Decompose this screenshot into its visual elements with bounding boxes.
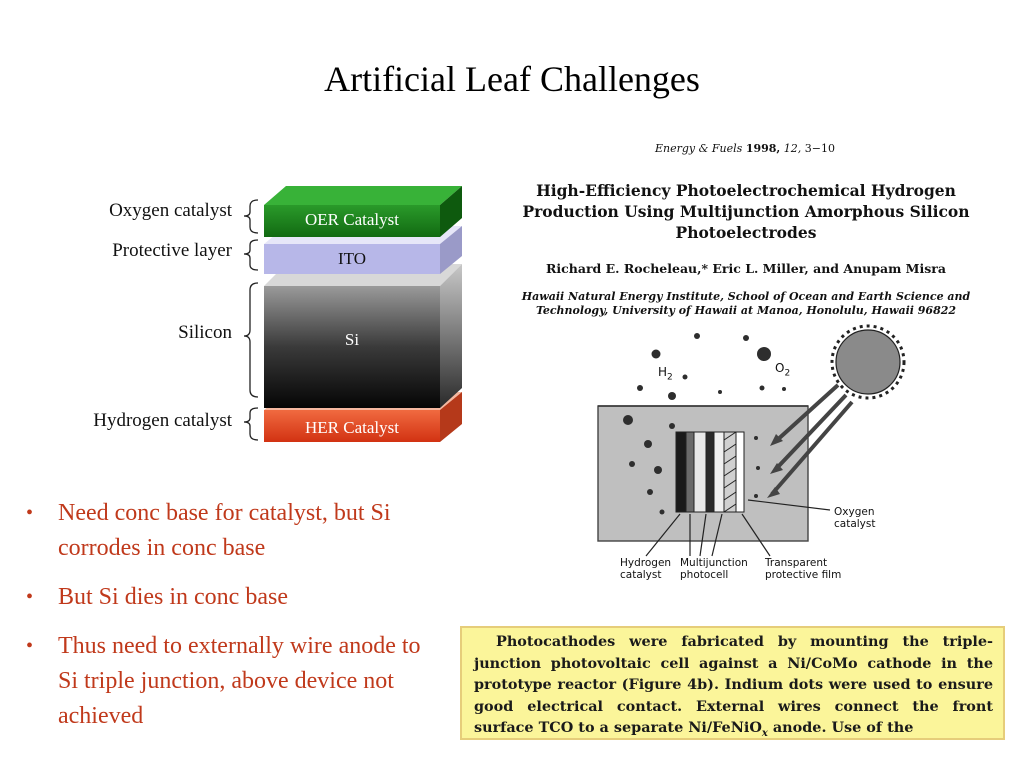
label-silicon: Silicon: [178, 322, 232, 343]
h2-label: $H_2$: [658, 365, 673, 383]
label-hydrogen-catalyst: Hydrogen catalyst: [93, 410, 232, 431]
photocell: [676, 432, 744, 512]
bullet-item: • Need conc base for catalyst, but Si corrodes in conc base: [26, 496, 446, 566]
bullet-item: • Thus need to externally wire anode to Si triple junction, above device not achieved: [26, 629, 446, 734]
si-layer-label: Si: [344, 330, 360, 349]
paper-title: High-Efficiency Photoelectrochemical Hydrogen Production Using Multijunction Amorphous Silicon Photoelectrodes: [522, 181, 970, 242]
highlighted-excerpt: Photocathodes were fabricated by mounting the triple-junction photovoltaic cell against a Ni/CoMo cathode in the prototype reactor (Figure 4b). Indium dots were used to ensure good electrical contact. External wires connect the front surface TCO to a separate Ni/FeNiO$_x$ anode. Use of the: [460, 626, 1005, 740]
citation-pages: 3−10: [804, 142, 835, 155]
bullet-dot-icon: •: [26, 502, 34, 524]
bullet-dot-icon: •: [26, 635, 34, 657]
bullet-item: • But Si dies in conc base: [26, 580, 446, 615]
multijunction-callout: Multijunction photocell: [680, 557, 748, 581]
her-layer-label: HER Catalyst: [305, 418, 399, 437]
bullet-dot-icon: •: [26, 586, 34, 608]
paper-affiliation: Hawaii Natural Energy Institute, School of Ocean and Earth Science and Technology, University of Hawaii at Manoa, Honolulu, Hawaii 96822: [521, 290, 971, 317]
citation-year: 1998,: [745, 142, 781, 155]
citation-volume: 12,: [783, 142, 802, 155]
label-protective-layer: Protective layer: [112, 240, 232, 261]
hydrogen-catalyst-callout: Hydrogen catalyst: [620, 557, 672, 581]
slide-title: Artificial Leaf Challenges: [324, 59, 700, 99]
transparent-film-callout: Transparent protective film: [765, 557, 842, 581]
ito-layer-label: ITO: [337, 249, 366, 268]
paper-authors: Richard E. Rocheleau,* Eric L. Miller, and Anupam Misra: [546, 261, 946, 276]
oxygen-catalyst-callout: Oxygen catalyst: [834, 506, 876, 530]
citation-journal: Energy & Fuels: [655, 142, 743, 155]
o2-label: $O_2$: [775, 361, 791, 379]
label-oxygen-catalyst: Oxygen catalyst: [109, 200, 232, 221]
sun-icon: [832, 326, 904, 398]
oer-layer-label: OER Catalyst: [305, 210, 399, 229]
